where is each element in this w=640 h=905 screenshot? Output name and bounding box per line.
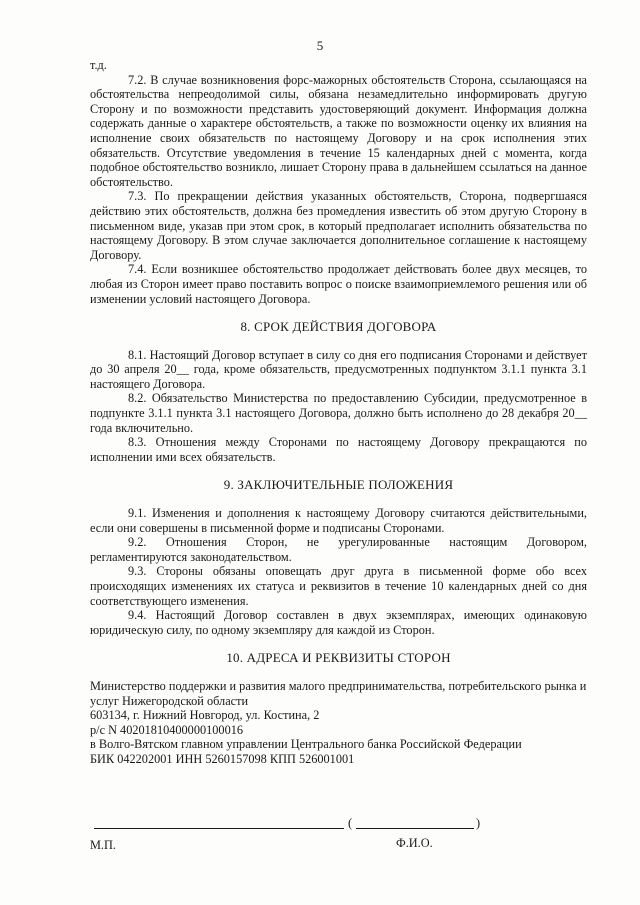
clause-9-2: 9.2. Отношения Сторон, не урегулированные настоящим Договором, регламентируются законодательством. xyxy=(90,535,587,564)
section-9-heading: 9. ЗАКЛЮЧИТЕЛЬНЫЕ ПОЛОЖЕНИЯ xyxy=(223,477,454,493)
clause-9-1: 9.1. Изменения и дополнения к настоящему Договору считаются действительными, если они совершены в письменной форме и подписаны Сторонами. xyxy=(90,506,587,535)
name-bracket-close: ) xyxy=(476,816,481,830)
signature-line xyxy=(94,828,344,829)
page-number: 5 xyxy=(316,38,324,53)
requisites-address: 603134, г. Нижний Новгород, ул. Костина, 2 xyxy=(90,708,320,723)
clause-8-3: 8.3. Отношения между Сторонами по настоящему Договору прекращаются по исполнении ими всех обязательств. xyxy=(90,435,587,464)
requisites-bank: в Волго-Вятском главном управлении Центрального банка Российской Федерации xyxy=(90,737,522,752)
name-line xyxy=(356,828,474,829)
clause-7-2: 7.2. В случае возникновения форс-мажорных обстоятельств Сторона, ссылающаяся на обстоятельства непреодолимой силы, обязана незамедлительно информировать другую Сторону и по возможности представить удостоверяющий документ. Информация должна содержать данные о характере обстоятельств, а также по возможности оценку их влияния на исполнение своих обязательств по настоящему Договору и на срок исполнения этих обязательств. Отсутствие уведомления в течение 15 календарных дней с момента, когда подобное обстоятельство возникло, лишает Сторону права в дальнейшем ссылаться на данное обстоятельство. xyxy=(90,72,587,189)
continued-text: т.д. xyxy=(90,58,107,72)
section-10-heading: 10. АДРЕСА И РЕКВИЗИТЫ СТОРОН xyxy=(226,650,451,666)
signature-area xyxy=(90,818,587,868)
clause-8-2: 8.2. Обязательство Министерства по предоставлению Субсидии, предусмотренное в подпункте 3.1.1 пункта 3.1 настоящего Договора, должно быть исполнено до 28 декабря 20__ года включительно. xyxy=(90,391,587,435)
clause-7-4: 7.4. Если возникшее обстоятельство продолжает действовать более двух месяцев, то любая из Сторон имеет право поставить вопрос о поиске взаимоприемлемого решения или об изменении условий настоящего Договора. xyxy=(90,262,587,306)
requisites-block xyxy=(90,679,587,767)
stamp-place-label: М.П. xyxy=(90,838,116,852)
clause-9-3: 9.3. Стороны обязаны оповещать друг друга в письменной форме обо всех происходящих изменениях их статуса и реквизитов в течение 10 календарных дней со дня соответствующего изменения. xyxy=(90,564,587,608)
document-body xyxy=(90,58,587,767)
clause-8-1: 8.1. Настоящий Договор вступает в силу со дня его подписания Сторонами и действует до 30 апреля 20__ года, кроме обязательств, предусмотренных подпунктом 3.1.1 пункта 3.1 настоящего Договора. xyxy=(90,347,587,391)
full-name-label: Ф.И.О. xyxy=(396,836,433,850)
name-bracket-open: ( xyxy=(348,816,353,830)
requisites-codes: БИК 042202001 ИНН 5260157098 КПП 526001001 xyxy=(90,751,355,766)
clause-9-4: 9.4. Настоящий Договор составлен в двух экземплярах, имеющих одинаковую юридическую силу, по одному экземпляру для каждой из Сторон. xyxy=(90,608,587,637)
section-8-heading: 8. СРОК ДЕЙСТВИЯ ДОГОВОРА xyxy=(240,319,437,335)
clause-7-3: 7.3. По прекращении действия указанных обстоятельств, Сторона, подвергшаяся действию этих обстоятельств, должна без промедления известить об этом другую Сторону в письменном виде, указав при этом срок, в который предполагает исполнить обязательства по настоящему Договору. В этом случае заключается дополнительное соглашение к настоящему Договору. xyxy=(90,189,587,262)
requisites-organization: Министерство поддержки и развития малого предпринимательства, потребительского рынка и услуг Нижегородской области xyxy=(90,678,587,708)
requisites-account: р/с N 40201810400000100016 xyxy=(90,722,244,737)
